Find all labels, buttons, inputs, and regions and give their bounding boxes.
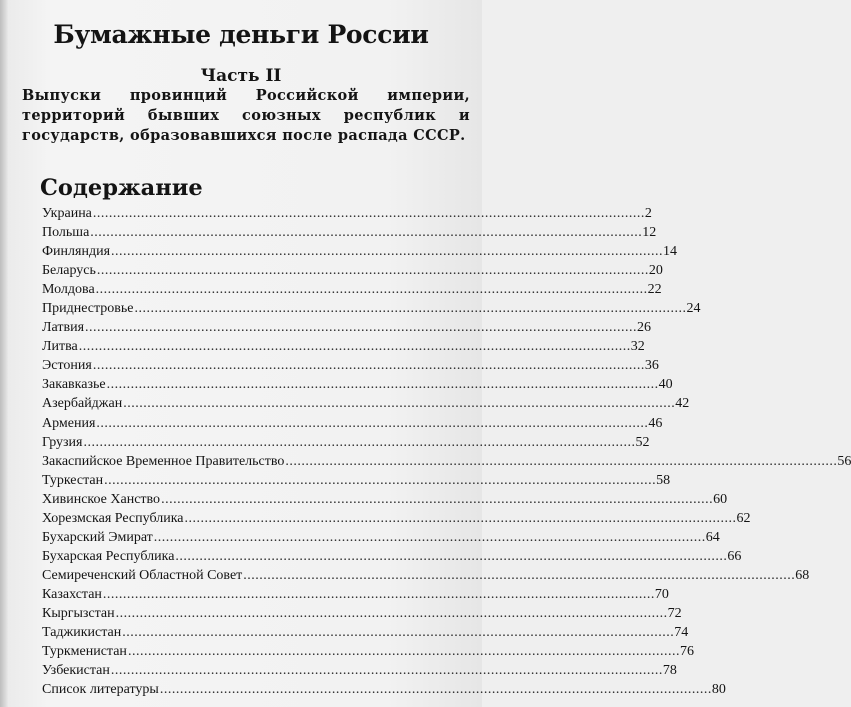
- contents-heading: Содержание: [40, 175, 203, 201]
- toc-leader-dots: ..........................................................................................................................................: [111, 244, 664, 260]
- toc-entry-page: 26: [637, 320, 652, 336]
- toc-entry-title: Грузия: [42, 434, 83, 450]
- toc-entry: [42, 261, 663, 280]
- toc-entry: [42, 204, 652, 223]
- toc-entry-page: 76: [679, 644, 694, 660]
- toc-entry: [42, 566, 810, 585]
- toc-entry-page: 36: [644, 358, 659, 374]
- toc-entry-page: 80: [711, 682, 726, 698]
- toc-leader-dots: ..........................................................................................................................................: [127, 644, 680, 660]
- toc-entry-page: 60: [713, 491, 728, 507]
- toc-entry-title: Литва: [42, 339, 78, 355]
- toc-entry-title: Эстония: [42, 358, 92, 374]
- toc-leader-dots: ..........................................................................................................................................: [92, 206, 645, 221]
- toc-entry: [42, 280, 662, 299]
- toc-entry: [42, 509, 751, 528]
- toc-entry: [42, 299, 701, 318]
- toc-entry: [42, 547, 742, 566]
- toc-entry-title: Закавказье: [42, 377, 106, 393]
- toc-entry: [42, 585, 669, 604]
- toc-entry: [42, 223, 657, 242]
- toc-entry-title: Украина: [42, 206, 92, 221]
- toc-leader-dots: ..........................................................................................................................................: [123, 396, 676, 412]
- toc-entry-title: Беларусь: [42, 263, 96, 279]
- toc-entry-title: Латвия: [42, 320, 85, 336]
- toc-entry: [42, 604, 682, 623]
- toc-leader-dots: ..........................................................................................................................................: [134, 301, 687, 317]
- toc-entry-title: Казахстан: [42, 586, 102, 602]
- toc-leader-dots: ..........................................................................................................................................: [106, 377, 659, 393]
- toc-entry-title: Туркестан: [42, 472, 104, 488]
- toc-entry-title: Узбекистан: [42, 663, 110, 679]
- toc-leader-dots: ..........................................................................................................................................: [175, 548, 728, 564]
- toc-entry-page: 22: [647, 282, 662, 298]
- toc-leader-dots: ..........................................................................................................................................: [85, 320, 638, 336]
- toc-leader-dots: ..........................................................................................................................................: [95, 282, 648, 298]
- toc-entry-page: 62: [736, 510, 751, 526]
- page-title: Бумажные деньги России: [53, 20, 429, 49]
- part-heading: Часть II: [200, 66, 282, 86]
- toc-entry-title: Бухарский Эмират: [42, 529, 153, 545]
- toc-entry: [42, 680, 726, 699]
- toc-entry-page: 12: [642, 225, 657, 241]
- toc-entry: [42, 642, 694, 661]
- toc-leader-dots: ..........................................................................................................................................: [243, 567, 796, 583]
- toc-entry-title: Армения: [42, 415, 96, 431]
- toc-entry: [42, 433, 650, 452]
- toc-entry: [42, 661, 677, 680]
- toc-entry-page: 66: [727, 548, 742, 564]
- toc-entry-title: Семиреченский Областной Совет: [42, 567, 243, 583]
- toc-entry-title: Список литературы: [42, 682, 159, 698]
- toc-entry: [42, 375, 673, 394]
- toc-entry: [42, 337, 645, 356]
- toc-entry-page: 24: [686, 301, 701, 317]
- toc-entry-page: 2: [644, 206, 652, 221]
- toc-leader-dots: ..........................................................................................................................................: [78, 339, 631, 355]
- toc-entry-title: Приднестровье: [42, 301, 134, 317]
- toc-entry-page: 64: [705, 529, 720, 545]
- toc-entry: [42, 414, 663, 433]
- toc-entry-page: 46: [648, 415, 663, 431]
- toc-leader-dots: ..........................................................................................................................................: [90, 225, 643, 241]
- toc-leader-dots: ..........................................................................................................................................: [285, 453, 838, 469]
- toc-leader-dots: ..........................................................................................................................................: [110, 663, 663, 679]
- toc-entry-page: 52: [635, 434, 650, 450]
- toc-entry-title: Финляндия: [42, 244, 111, 260]
- toc-entry: [42, 471, 671, 490]
- toc-entry-title: Туркменистан: [42, 644, 127, 660]
- part-subtitle: Выпуски провинций Российской империи, территорий бывших союзных республик и государств, образовавшихся после распада СССР.: [22, 87, 470, 144]
- toc-entry-title: Закаспийское Временное Правительство: [42, 453, 285, 469]
- toc-entry-page: 72: [667, 605, 682, 621]
- toc-entry: [42, 318, 652, 337]
- toc-leader-dots: ..........................................................................................................................................: [92, 358, 645, 374]
- toc-entry-page: 70: [654, 586, 669, 602]
- toc-entry-title: Азербайджан: [42, 396, 123, 412]
- toc-entry-page: 14: [663, 244, 678, 260]
- toc-entry-page: 42: [675, 396, 690, 412]
- toc-leader-dots: ..........................................................................................................................................: [161, 491, 714, 507]
- toc-entry-page: 32: [630, 339, 645, 355]
- toc-entry: [42, 242, 678, 261]
- toc-entry-page: 74: [674, 625, 689, 641]
- toc-entry-title: Таджикистан: [42, 625, 122, 641]
- page-edge-shadow: [0, 0, 8, 707]
- toc-entry-page: 56: [837, 453, 851, 469]
- toc-leader-dots: ..........................................................................................................................................: [104, 472, 657, 488]
- toc-entry: [42, 528, 720, 547]
- toc-leader-dots: ..........................................................................................................................................: [115, 605, 668, 621]
- toc-entry-title: Польша: [42, 225, 90, 241]
- toc-entry-title: Молдова: [42, 282, 95, 298]
- toc-entry-title: Бухарская Республика: [42, 548, 175, 564]
- toc-entry: [42, 394, 690, 413]
- toc-leader-dots: ..........................................................................................................................................: [159, 682, 712, 698]
- toc-entry: [42, 490, 728, 509]
- toc-leader-dots: ..........................................................................................................................................: [102, 586, 655, 602]
- toc-leader-dots: ..........................................................................................................................................: [153, 529, 706, 545]
- toc-entry: [42, 452, 851, 471]
- toc-entry: [42, 623, 689, 642]
- toc-entry-page: 68: [795, 567, 810, 583]
- toc-entry-page: 20: [648, 263, 663, 279]
- table-of-contents: [42, 204, 851, 699]
- toc-entry-page: 40: [658, 377, 673, 393]
- toc-entry-page: 78: [662, 663, 677, 679]
- toc-entry: [42, 356, 659, 375]
- toc-leader-dots: ..........................................................................................................................................: [96, 415, 649, 431]
- toc-leader-dots: ..........................................................................................................................................: [184, 510, 737, 526]
- toc-entry-title: Кыргызстан: [42, 605, 115, 621]
- toc-leader-dots: ..........................................................................................................................................: [83, 434, 636, 450]
- toc-leader-dots: ..........................................................................................................................................: [96, 263, 649, 279]
- toc-entry-title: Хорезмская Республика: [42, 510, 184, 526]
- toc-entry-page: 58: [656, 472, 671, 488]
- toc-entry-title: Хивинское Ханство: [42, 491, 161, 507]
- toc-leader-dots: ..........................................................................................................................................: [122, 625, 675, 641]
